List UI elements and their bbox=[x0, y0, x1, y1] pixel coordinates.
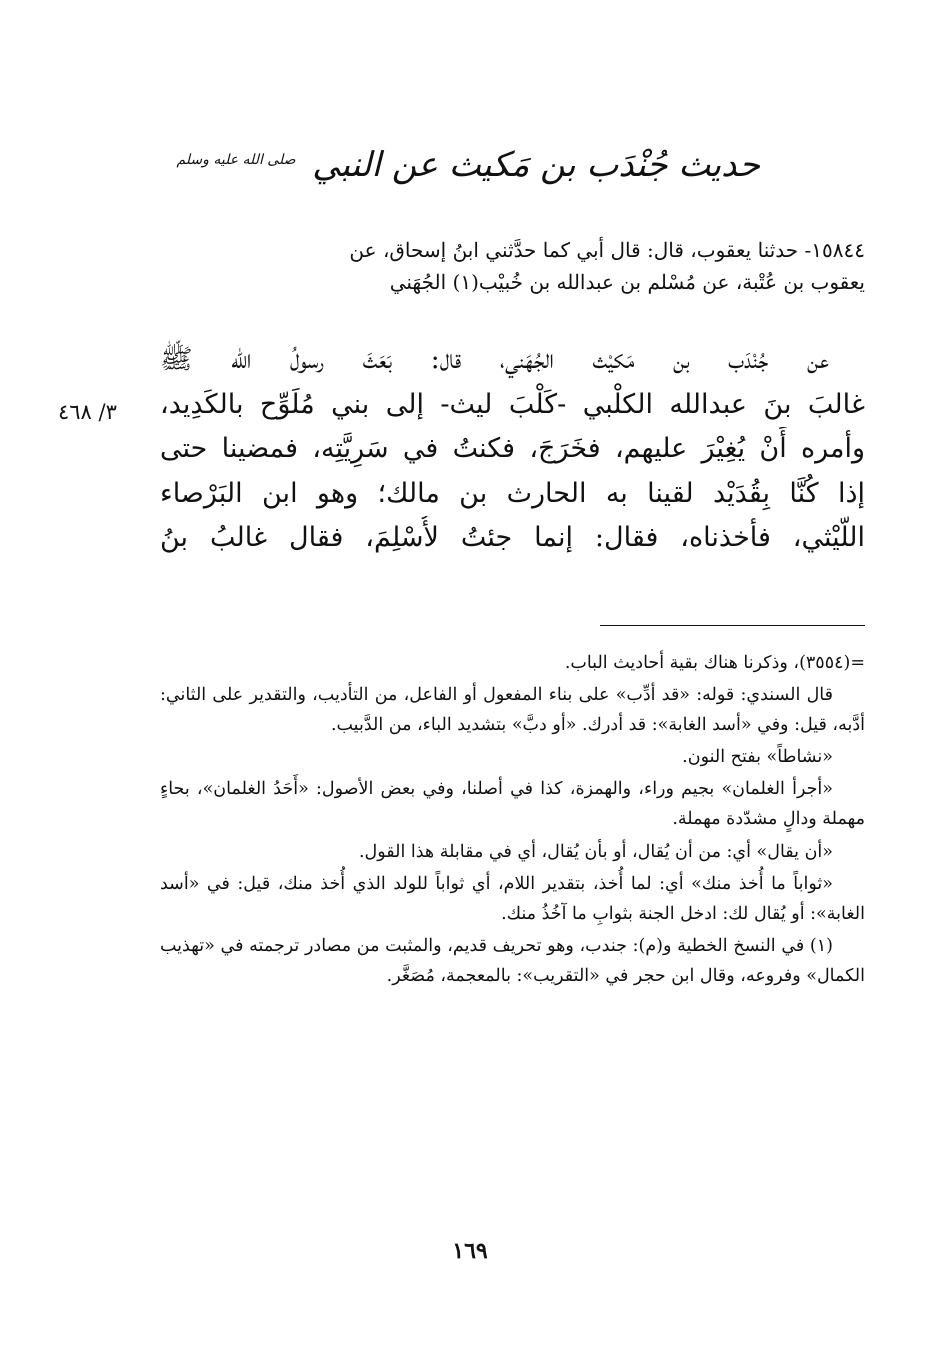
heading-title: حديث جُنْدَب بن مَكيث عن النبي bbox=[312, 145, 760, 185]
matn-line: غالبَ بنَ عبدالله الكلْبي -كَلْبَ ليث- إلى بني مُلَوِّح بالكَدِيد، bbox=[160, 388, 865, 420]
footnote-paragraph: «أن يقال» أي: من أن يُقال، أو بأن يُقال، أي في مقابلة هذا القول. bbox=[358, 841, 833, 862]
footnote-paragraph: «أجرأ الغلمان» بجيم وراء، والهمزة، كذا في أصلنا، وفي بعض الأصول: «أَحَدُ الغلمان»، بحاءٍ مهملة ودالٍ مشدّدة مهملة. bbox=[160, 779, 865, 830]
matn-line: إذا كُنَّا بِقُدَيْد لقينا به الحارث بن مالك؛ وهو ابن البَرْصاء bbox=[160, 477, 865, 509]
footnote-paragraph: =(٣٥٥٤)، وذكرنا هناك بقية أحاديث الباب. bbox=[564, 653, 865, 673]
footnote-paragraph: «ثواباً ما أُخذ منك» أي: لما أُخذ، بتقدير اللام، أي ثواباً للولد الذي أُخذ منك، قيل: في «أسد الغابة»: أو يُقال لك: ادخل الجنة بثوابِ ما آخُذُ منك. bbox=[160, 873, 865, 924]
margin-reference: ٣/ ٤٦٨ bbox=[58, 400, 117, 424]
matn-paragraph bbox=[160, 338, 865, 561]
footnote-divider bbox=[600, 625, 865, 626]
matn-line: اللَّيْثي، فأخذناه، فقال: إنما جئتُ لأُسْلِمَ، فقال غالبُ بنُ bbox=[160, 522, 865, 554]
salutation-glyph: صلى الله عليه وسلم bbox=[176, 151, 296, 168]
matn-line: عن جُنْدَب بن مَكيْث الجُهَني، قال: بَعَثَ رسولُ الله ﷺ bbox=[160, 344, 829, 375]
footnote-paragraph: (١) في النسخ الخطية و(م): جندب، وهو تحريف قديم، والمثبت من مصادر ترجمته في «تهذيب الكمال» وفروعه، وقال ابن حجر في «التقريب»: بالمعجمة، مُصَغَّر. bbox=[160, 935, 865, 986]
footnote-paragraph: «نشاطاً» بفتح النون. bbox=[682, 747, 833, 768]
page-number: ١٦٩ bbox=[452, 1238, 488, 1264]
matn-line: وأمره أَنْ يُغِيْرَ عليهم، فخَرَجَ، فكنتُ في سَرِيَّتِه، فمضينا حتى bbox=[160, 433, 865, 465]
footnote-paragraph: قال السندي: قوله: «قد أدِّب» على بناء المفعول أو الفاعل، من التأديب، والتقدير على الثاني: أدَّبه، قيل: وفي «أسد الغابة»: قد أدرك. «أو دبَّ» بتشديد الباء، من الدَّبيب. bbox=[160, 685, 865, 736]
isnad-line: يعقوب بن عُتْبة، عن مُسْلم بن عبدالله بن خُبيْب(١) الجُهَني bbox=[389, 270, 865, 294]
isnad-paragraph bbox=[160, 234, 865, 298]
isnad-line: ١٥٨٤٤- حدثنا يعقوب، قال: قال أبي كما حدَّثني ابنُ إسحاق، عن bbox=[349, 238, 865, 262]
footnotes bbox=[160, 648, 865, 993]
hadith-heading bbox=[176, 145, 760, 185]
